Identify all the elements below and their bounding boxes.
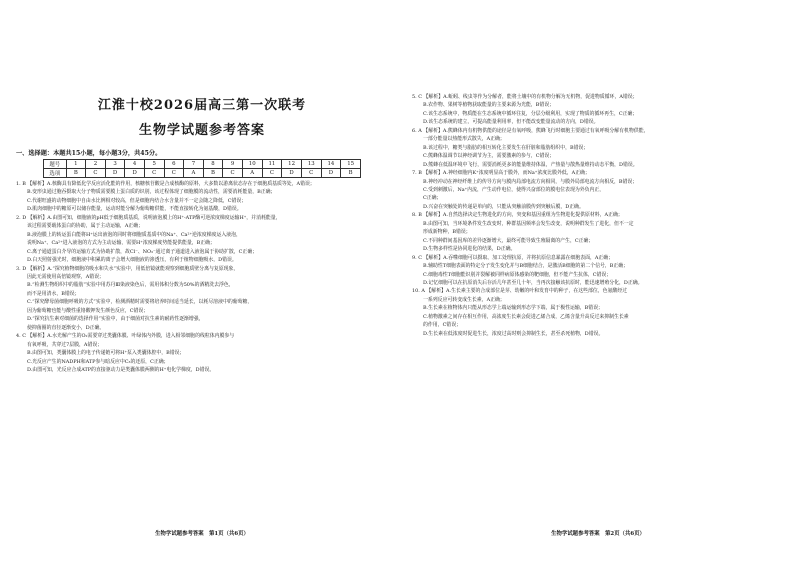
question-number: 5 [144, 160, 164, 169]
question-number: 9 [223, 160, 243, 169]
answer-key-title: 生物学试题参考答案 [138, 123, 265, 138]
answer-cell: D [125, 169, 145, 178]
explanation-line: 使抑菌圈的直径逐渐变小，D正确。 [27, 324, 105, 331]
page-footer-2: 生物学试题参考答案 第2页（共6页） [551, 531, 645, 537]
answer-cell: B [341, 169, 361, 178]
answer-cell: C [262, 169, 282, 178]
explanation-line: 5. C 【解析】A.蚯蚓、线虫等作为分解者，能将土壤中的有机物分解为无机物，促进物质循环，A错误； [412, 94, 638, 100]
explanation-line: 一部分能量以热能形式散失，A正确； [423, 136, 505, 143]
question-number: 8 [203, 160, 223, 169]
table-header-row [44, 160, 361, 169]
explanation-line: D.该生态系统的建立，可提高能量利用率，但不能改变能量流动的方向，D错误。 [423, 119, 599, 126]
table-answer-row [44, 169, 361, 178]
question-number: 7 [184, 160, 204, 169]
answer-cell: C [144, 169, 164, 178]
explanation-line: B.该过程中，糖类与脂肪的相互转化主要发生在肝脏和脂肪组织中，B错误； [423, 144, 589, 151]
answer-cell: D [105, 169, 125, 178]
explanation-line: D.兴奋在突触处的传递是单向的，只能从突触前膜传到突触后膜，D正确。 [423, 203, 584, 210]
explanation-line: B.由图可知，类囊体膜上的电子传递链可将H⁺泵入类囊体腔中，B错误； [27, 350, 185, 357]
explanation-line: D.“探究抗生素对细菌的选择作用”实验中，由于细菌对抗生素的耐药性逐渐增强， [27, 316, 204, 323]
right-explanations [412, 93, 784, 338]
explanation-line: B.由图可知，当环境条件发生改变时，种群基因频率会发生改变，说明种群发生了进化，但不一定 [423, 220, 634, 227]
page-footer-1: 生物学试题参考答案 第1页（共6页） [155, 531, 249, 537]
explanation-line: D.熊蜂在低温环境中飞行，需要消耗更多的能量维持体温，产热量与散热量维持动态平衡，D错误。 [423, 161, 638, 168]
explanation-line: 1. B 【解析】A.核酶具有降低化学反应活化能的作用，核糖核苷酸是合成核酶的原料，大多数以游离状态存在于细胞质基质等处，A错误； [16, 181, 315, 187]
question-number: 3 [105, 160, 125, 169]
explanation-line: C.受到刺激后，Na⁺内流，产生动作电位，使得兴奋部位的膜电位表现为外负内正， [423, 186, 605, 193]
explanation-line: C正确； [423, 195, 442, 202]
exam-title: 江淮十校2026届高三第一次联考 [97, 98, 307, 113]
explanation-line: B.“检测生物组织中的脂肪”实验中用苏丹Ⅲ染液染色后，需用体积分数为50%的酒精洗去浮色， [27, 282, 234, 289]
explanation-line: C.熊蜂体温调节以神经调节为主，需要激素的参与，C错误； [423, 153, 555, 160]
left-column [16, 0, 388, 566]
question-number: 4 [125, 160, 145, 169]
explanation-line: 9. C 【解析】A.吞噬细胞可以摄取、加工处理抗原，并将抗原信息暴露在细胞表面，A正确； [412, 254, 614, 261]
question-number: 13 [301, 160, 321, 169]
answer-cell: C [86, 169, 106, 178]
explanation-line: B.变形虫通过胞吞摄取大分子物质需要膜上蛋白质的识别，该过程体现了细胞膜的流动性，需要消耗能量，B正确； [27, 189, 276, 196]
explanation-line: 7. B 【解析】A.神经细胞内K⁺浓度明显高于膜外，而Na⁺浓度比膜外低，A正确； [412, 170, 590, 177]
question-number: 1 [66, 160, 86, 169]
explanation-line: D.白天照射强光时，细胞液中积累的离子会增大细胞液的渗透压，有利于植物细胞吸水，D错误。 [27, 257, 237, 264]
explanation-line: 因为葡萄糖也能与酸性重铬酸钾发生颜色反应，C错误； [27, 307, 149, 314]
question-number: 15 [341, 160, 361, 169]
explanation-line: 因此无需使用高倍镜观察，A错误； [27, 273, 104, 280]
explanation-line: 形成新物种，B错误； [423, 229, 471, 236]
explanation-line: B.液泡膜上的转运蛋白能将H⁺运出液泡的同时将细胞质基质中的Na⁺、Ca²⁺逆浓度梯度运入液泡， [27, 231, 241, 238]
question-number: 10 [242, 160, 262, 169]
right-column [412, 0, 784, 566]
explanation-line: 的作用，C错误； [423, 322, 461, 329]
section-heading: 一、选择题：本题共15小题，每小题3分，共45分。 [16, 150, 162, 157]
answer-cell: D [321, 169, 341, 178]
explanation-line: C.“探究酵母菌细胞呼吸的方式”实验中，检测酒精时需要将培养时间适当延长，以耗尽溶液中的葡萄糖， [27, 299, 253, 306]
explanation-line: C.代谢旺盛的动物细胞中自由水比例相对较高，但是细胞内结合水含量并不一定会随之降低，C错误； [27, 197, 247, 204]
explanation-line: B.神经冲动在神经纤维上的传导方向与膜内局部电流方向相同，与膜外局部电流方向相反，B错误； [423, 178, 638, 185]
answer-cell: C [223, 169, 243, 178]
question-number: 6 [164, 160, 184, 169]
explanation-line: 而不是用清水，B错误； [27, 290, 80, 297]
explanation-line: 3. D 【解析】A.“探究植物细胞的吸水和失水”实验中，用低倍镜就能观察到细胞质壁分离与复原现象， [16, 265, 239, 272]
explanation-line: D.肌肉细胞中的糖原可以储存能量，运动时能分解为葡萄糖供能，不能直接转化为氨基酸，D错误。 [27, 206, 242, 213]
left-explanations [16, 180, 388, 374]
explanation-line: C.植物激素之间存在相互作用，高浓度生长素会促进乙烯合成，乙烯含量升高反过来抑制生长素 [423, 313, 629, 320]
explanation-line: 有氧呼吸，共穿过7层膜，A错误； [27, 341, 103, 348]
explanation-line: 6. A 【解析】A.熊蜂体内有机物供能的途径是有氧呼吸，熊蜂飞行时细胞主要通过有氧呼吸分解有机物供能， [412, 127, 649, 134]
explanation-line: C.该生态系统中，物质能在生态系统中循环往复，分层分级利用，实现了物质的循环再生，C正确； [423, 110, 638, 117]
answer-cell: A [184, 169, 204, 178]
explanation-line: 说明Na⁺、Ca²⁺进入液泡的方式为主动运输，需要H⁺浓度梯度势能提供能量，B正确； [27, 240, 215, 247]
explanation-line: 2. D 【解析】A.由图可知，细胞液的pH低于细胞质基质，说明液泡膜上的H⁺-ATP酶可逆浓度梯度运输H⁺，并消耗能量， [16, 214, 281, 221]
answer-cell: C [164, 169, 184, 178]
answer-cell: A [242, 169, 262, 178]
question-number: 14 [321, 160, 341, 169]
explanation-line: 该过程需要载体蛋白的协助，属于主动运输，A正确； [27, 223, 144, 230]
explanation-line: C.光反应产生的NADPH和ATP参与暗反应中C₃的还原，C正确； [27, 358, 169, 365]
answer-cell: B [203, 169, 223, 178]
answer-cell: B [66, 169, 86, 178]
explanation-line: 10. A 【解析】A.生长素主要的合成部位是芽、幼嫩的叶和发育中的种子，在这些部位，色氨酸经过 [412, 288, 628, 295]
explanation-line: B.生长素在植物体内只能从形态学上端运输到形态学下端，属于极性运输，B错误； [423, 305, 603, 312]
explanation-line: B.辅助性T细胞表面的特定分子发生变化并与B细胞结合，是激活B细胞的第二个信号，B正确； [423, 263, 629, 270]
explanation-line: D.由图可知，光反应合成ATP的直接驱动力是类囊体膜两侧的H⁺电化学梯度，D错误。 [27, 366, 215, 373]
header-label: 题号 [44, 160, 67, 169]
explanation-line: 8. B 【解析】A.自然选择决定生物进化的方向，突变和基因重组为生物进化提供原材料，A正确； [412, 212, 623, 219]
explanation-line: 4. C 【解析】A.水光解产生的O₂需要穿过类囊体膜、叶绿体内外膜，进入相邻细胞的线粒体内膜参与 [16, 333, 235, 340]
question-number: 12 [282, 160, 302, 169]
explanation-line: 一系列反应可转变成生长素，A正确； [423, 296, 505, 303]
answer-label: 选项 [44, 169, 67, 178]
explanation-line: D.生物多样性是协同进化的结果，D正确。 [423, 246, 516, 253]
question-number: 11 [262, 160, 282, 169]
explanation-line: D.生长素在低浓度时促进生长，浓度过高时则会抑制生长，甚至杀死植物，D错误。 [423, 330, 604, 337]
explanation-line: D.记忆细胞可以在抗原消失后存活几年甚至几十年，当再次接触该抗原时，能迅速增殖分化，D正确。 [423, 279, 643, 286]
answer-table [43, 159, 361, 178]
answer-cell: D [282, 169, 302, 178]
explanation-line: B.农作物、果树等植物获取能量的主要来源为光能，B错误； [423, 102, 555, 109]
question-number: 2 [86, 160, 106, 169]
explanation-line: C.离子通道蛋白介导的运输方式为协助扩散，故Cl⁻、NO₃⁻通过离子通道进入液泡属于协助扩散，C正确； [27, 248, 258, 255]
answer-cell: C [301, 169, 321, 178]
explanation-line: C.细胞毒性T细胞能识别并裂解被同样病原体感染的靶细胞，但不能产生抗体，C错误； [423, 271, 612, 278]
explanation-line: C.不同种群间基因库的差异逐渐增大，最终可能导致生殖隔离的产生，C正确； [423, 237, 594, 244]
